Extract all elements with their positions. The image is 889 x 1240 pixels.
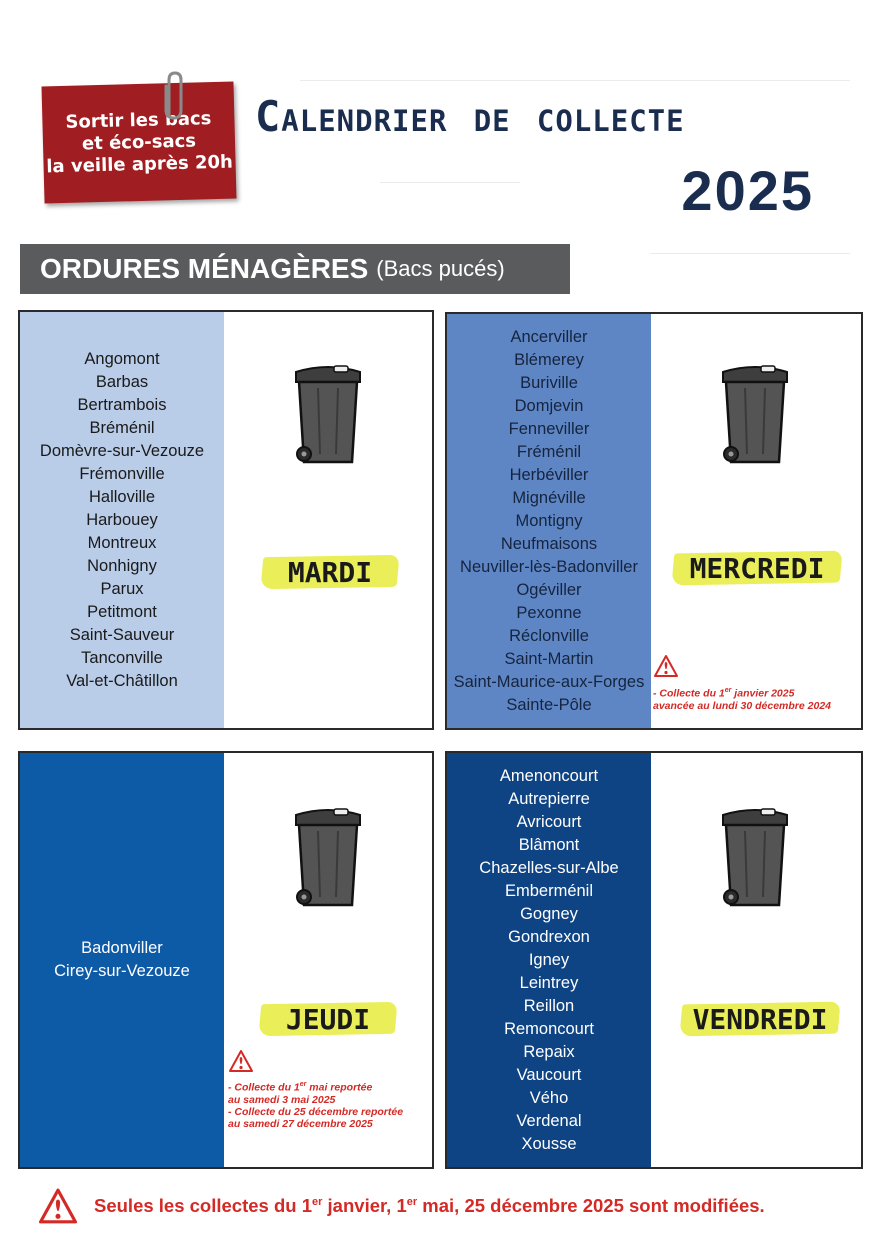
town-item: Ogéviller bbox=[516, 580, 582, 599]
warning-triangle-icon bbox=[653, 654, 679, 678]
town-item: Buriville bbox=[520, 373, 578, 392]
wednesday-town-list bbox=[447, 314, 651, 728]
friday-box bbox=[445, 751, 863, 1169]
town-item: Xousse bbox=[521, 1134, 577, 1153]
town-item: Réclonville bbox=[509, 626, 589, 645]
town-item: Fenneviller bbox=[508, 419, 590, 438]
town-item: Herbéviller bbox=[509, 465, 589, 484]
town-item: Ancerviller bbox=[510, 327, 588, 346]
town-item: Gogney bbox=[520, 904, 578, 923]
wheelie-bin-icon bbox=[290, 805, 366, 915]
town-item: Halloville bbox=[88, 487, 156, 506]
day-label-wednesday: MERCREDI bbox=[689, 551, 825, 585]
town-item: Domèvre-sur-Vezouze bbox=[39, 441, 205, 460]
town-item: Val-et-Châtillon bbox=[66, 671, 178, 690]
reminder-line-1: Sortir les bacs bbox=[65, 107, 212, 133]
town-item: Neufmaisons bbox=[500, 534, 598, 553]
town-item: Remoncourt bbox=[504, 1019, 594, 1038]
town-item: Pexonne bbox=[516, 603, 582, 622]
town-item: Petitmont bbox=[87, 602, 157, 621]
footer-text: Seules les collectes du 1er janvier, 1er mai, 25 décembre 2025 sont modifiées. bbox=[94, 1195, 765, 1216]
town-item: Saint-Maurice-aux-Forges bbox=[453, 672, 645, 691]
reminder-line-2: et éco-sacs bbox=[81, 130, 197, 154]
warning-triangle-icon bbox=[228, 1049, 254, 1073]
thursday-box bbox=[18, 751, 434, 1169]
town-item: Mignéville bbox=[512, 488, 586, 507]
town-item: Blémerey bbox=[514, 350, 584, 369]
town-item: Fréménil bbox=[516, 442, 582, 461]
wednesday-note: - Collecte du 1er janvier 2025 avancée au lundi 30 décembre 2024 bbox=[653, 687, 832, 712]
page-year: 2025 bbox=[681, 159, 814, 222]
town-item: Montigny bbox=[515, 511, 583, 530]
town-item: Barbas bbox=[95, 372, 149, 391]
town-item: Vého bbox=[529, 1088, 569, 1107]
town-item: Igney bbox=[528, 950, 570, 969]
town-item: Cirey-sur-Vezouze bbox=[54, 962, 190, 980]
town-item: Montreux bbox=[87, 533, 157, 552]
town-item: Amenoncourt bbox=[499, 766, 599, 785]
warning-triangle-icon bbox=[36, 1187, 80, 1225]
footer-note bbox=[36, 1186, 856, 1226]
decorative-line bbox=[380, 182, 520, 183]
town-item: Emberménil bbox=[504, 881, 594, 900]
town-item: Bertrambois bbox=[77, 395, 167, 414]
decorative-line bbox=[300, 80, 850, 81]
page-title: Calendrier de collecte bbox=[255, 92, 685, 141]
town-item: Parux bbox=[100, 579, 144, 598]
section-title: ORDURES MÉNAGÈRES bbox=[40, 253, 369, 284]
town-item: Vaucourt bbox=[516, 1065, 582, 1084]
wheelie-bin-icon bbox=[717, 362, 793, 472]
town-item: Angomont bbox=[84, 349, 160, 368]
day-label-thursday: JEUDI bbox=[285, 1002, 371, 1036]
town-item: Leintrey bbox=[519, 973, 579, 992]
wheelie-bin-icon bbox=[290, 362, 366, 472]
town-item: Verdenal bbox=[516, 1111, 582, 1130]
town-item: Avricourt bbox=[516, 812, 582, 831]
town-item: Autrepierre bbox=[508, 789, 590, 808]
reminder-line-3: la veille après 20h bbox=[46, 151, 234, 177]
thursday-note: - Collecte du 1er mai reportée au samedi 3 mai 2025 - Collecte du 25 décembre reportée au samedi 27 décembre 2025 bbox=[228, 1081, 404, 1130]
town-item: Blâmont bbox=[518, 835, 580, 854]
decorative-line bbox=[650, 253, 850, 254]
town-item: Sainte-Pôle bbox=[506, 695, 592, 714]
section-header bbox=[20, 244, 570, 294]
town-item: Bréménil bbox=[89, 418, 155, 437]
town-item: Harbouey bbox=[86, 510, 158, 529]
town-item: Badonviller bbox=[81, 939, 163, 957]
friday-panel bbox=[651, 753, 861, 1167]
thursday-town-list bbox=[20, 753, 224, 1167]
tuesday-panel bbox=[224, 312, 432, 728]
town-item: Nonhigny bbox=[87, 556, 157, 575]
reminder-tag bbox=[42, 82, 237, 204]
tuesday-box bbox=[18, 310, 434, 730]
wednesday-panel bbox=[651, 314, 861, 728]
paperclip-icon bbox=[160, 70, 188, 122]
wednesday-box bbox=[445, 312, 863, 730]
section-subtitle: (Bacs pucés) bbox=[376, 256, 505, 281]
town-item: Saint-Sauveur bbox=[69, 625, 175, 644]
town-item: Saint-Martin bbox=[504, 649, 594, 668]
town-item: Domjevin bbox=[514, 396, 584, 415]
wheelie-bin-icon bbox=[717, 805, 793, 915]
day-label-tuesday: MARDI bbox=[287, 555, 373, 589]
town-item: Tanconville bbox=[81, 648, 163, 667]
town-item: Neuviller-lès-Badonviller bbox=[460, 557, 638, 576]
thursday-panel bbox=[224, 753, 432, 1167]
friday-town-list bbox=[447, 753, 651, 1167]
town-item: Repaix bbox=[523, 1042, 575, 1061]
town-item: Chazelles-sur-Albe bbox=[479, 858, 619, 877]
town-item: Reillon bbox=[523, 996, 575, 1015]
town-item: Gondrexon bbox=[508, 927, 590, 946]
town-item: Frémonville bbox=[79, 464, 165, 483]
tuesday-town-list bbox=[20, 312, 224, 728]
day-label-friday: VENDREDI bbox=[692, 1002, 828, 1036]
